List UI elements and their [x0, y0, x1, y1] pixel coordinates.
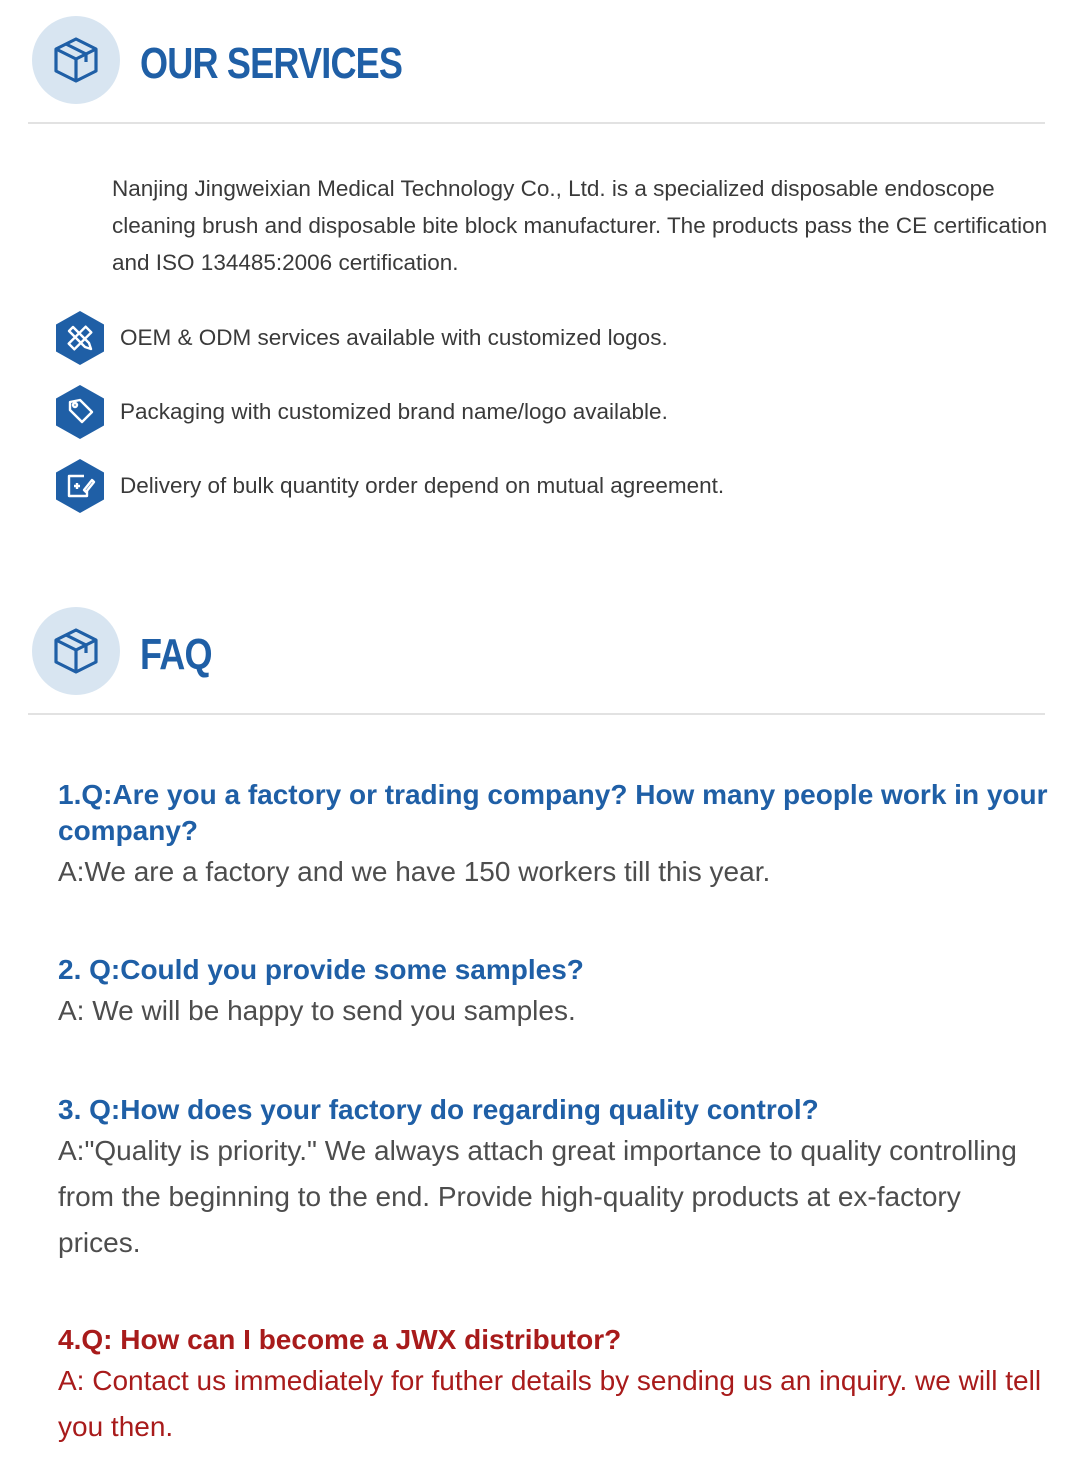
service-item-oem — [54, 310, 1044, 366]
service-item-packaging — [54, 384, 1044, 440]
faq-question: 4.Q: How can I become a JWX distributor? — [58, 1324, 622, 1355]
faq-title: FAQ — [140, 630, 212, 679]
faq-answer: A: Contact us immediately for futher details by sending us an inquiry. we will tell you then. — [58, 1365, 1042, 1442]
pencil-ruler-icon — [54, 310, 106, 366]
faq-header — [28, 591, 1045, 715]
tag-icon — [54, 384, 106, 440]
faq-item — [58, 952, 1048, 1034]
faq-question: 1.Q:Are you a factory or trading company? How many people work in your company? — [58, 779, 1048, 846]
service-item-text: Packaging with customized brand name/logo available. — [120, 399, 668, 424]
faq-item — [58, 1092, 1048, 1266]
box-icon — [32, 16, 120, 104]
edit-document-icon — [54, 458, 106, 514]
services-title: OUR SERVICES — [140, 39, 403, 88]
faq-answer: A:"Quality is priority." We always attach great importance to quality controlling from the beginning to the end. Provide high-quality products at ex-factory prices. — [58, 1135, 1017, 1258]
faq-answer: A: We will be happy to send you samples. — [58, 995, 576, 1026]
service-item-text: Delivery of bulk quantity order depend on mutual agreement. — [120, 473, 725, 498]
faq-item-distributor — [58, 1322, 1048, 1450]
service-item-delivery — [54, 458, 1044, 514]
services-header — [28, 0, 1045, 124]
faq-question: 3. Q:How does your factory do regarding quality control? — [58, 1094, 819, 1125]
services-intro: Nanjing Jingweixian Medical Technology Co., Ltd. is a specialized disposable endoscope cleaning brush and disposable bite block manufacturer. The products pass the CE certification and ISO 134485:2006 certification. — [112, 176, 1048, 275]
faq-item — [58, 777, 1048, 895]
faq-question: 2. Q:Could you provide some samples? — [58, 954, 584, 985]
service-item-text: OEM & ODM services available with customized logos. — [120, 325, 668, 350]
faq-answer: A:We are a factory and we have 150 workers till this year. — [58, 856, 771, 887]
box-icon — [32, 607, 120, 695]
